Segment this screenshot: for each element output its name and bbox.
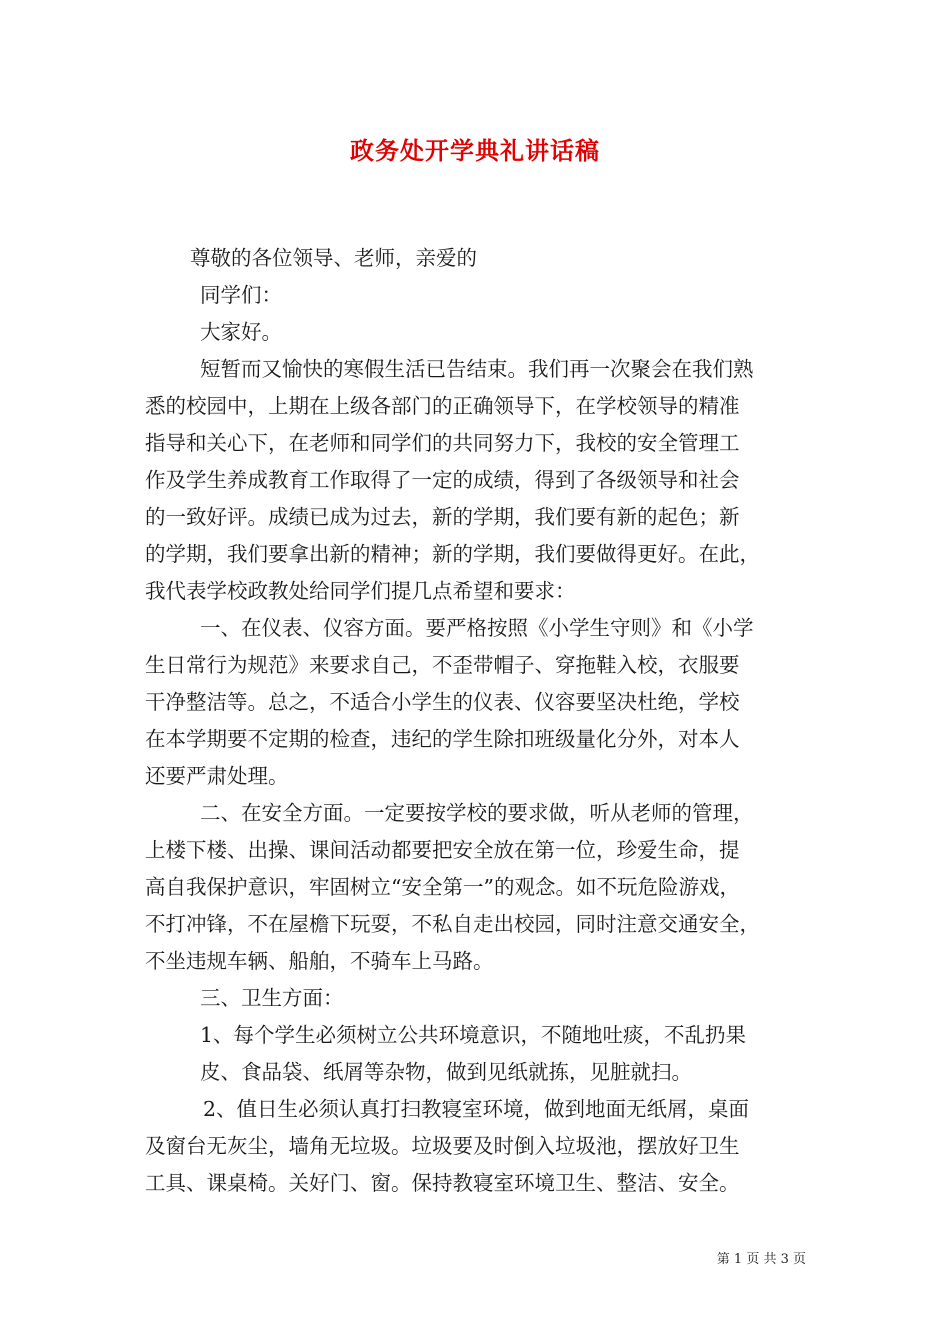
paragraph-line: 指导和关心下，在老师和同学们的共同努力下，我校的安全管理工 bbox=[145, 431, 740, 455]
section-heading: 三、卫生方面： bbox=[200, 986, 344, 1010]
document-title: 政务处开学典礼讲话稿 bbox=[350, 137, 600, 165]
paragraph-line: 工具、课桌椅。关好门、窗。保持教寝室环境卫生、整洁、安全。 bbox=[145, 1171, 740, 1195]
paragraph-line: 不坐违规车辆、船舶，不骑车上马路。 bbox=[145, 949, 494, 973]
greeting-line: 大家好。 bbox=[200, 320, 282, 344]
paragraph-line: 作及学生养成教育工作取得了一定的成绩，得到了各级领导和社会 bbox=[145, 468, 740, 492]
paragraph-line: 干净整洁等。总之，不适合小学生的仪表、仪容要坚决杜绝，学校 bbox=[145, 690, 740, 714]
paragraph-line: 的学期，我们要拿出新的精神；新的学期，我们要做得更好。在此， bbox=[145, 542, 760, 566]
paragraph-line: 的一致好评。成绩已成为过去，新的学期，我们要有新的起色；新 bbox=[145, 505, 740, 529]
paragraph-line: 皮、食品袋、纸屑等杂物，做到见纸就拣，见脏就扫。 bbox=[200, 1060, 692, 1084]
paragraph-line: 不打冲锋，不在屋檐下玩耍，不私自走出校园，同时注意交通安全， bbox=[145, 912, 760, 936]
paragraph-line: 上楼下楼、出操、课间活动都要把安全放在第一位，珍爱生命，提 bbox=[145, 838, 740, 862]
paragraph-line: 我代表学校政教处给同学们提几点希望和要求： bbox=[145, 579, 576, 603]
paragraph-line: 2、值日生必须认真打扫教寝室环境，做到地面无纸屑，桌面 bbox=[203, 1097, 750, 1121]
paragraph-line: 还要严肃处理。 bbox=[145, 764, 289, 788]
paragraph-line: 一、在仪表、仪容方面。要严格按照《小学生守则》和《小学 bbox=[200, 616, 754, 640]
document-body bbox=[145, 240, 815, 1202]
salutation-line: 尊敬的各位领导、老师，亲爱的 bbox=[190, 246, 477, 270]
salutation-line: 同学们： bbox=[200, 283, 282, 307]
paragraph-line: 悉的校园中，上期在上级各部门的正确领导下，在学校领导的精准 bbox=[145, 394, 740, 418]
page-number: 第 1 页 共 3 页 bbox=[716, 1252, 806, 1267]
paragraph-line: 生日常行为规范》来要求自己，不歪带帽子、穿拖鞋入校，衣服要 bbox=[145, 653, 740, 677]
paragraph-line: 及窗台无灰尘，墙角无垃圾。垃圾要及时倒入垃圾池，摆放好卫生 bbox=[145, 1134, 740, 1158]
paragraph-line: 二、在安全方面。一定要按学校的要求做，听从老师的管理， bbox=[200, 801, 754, 825]
paragraph-line: 短暂而又愉快的寒假生活已告结束。我们再一次聚会在我们熟 bbox=[200, 357, 754, 381]
paragraph-line: 高自我保护意识，牢固树立“安全第一”的观念。如不玩危险游戏， bbox=[145, 875, 740, 899]
paragraph-line: 1、每个学生必须树立公共环境意识，不随地吐痰，不乱扔果 bbox=[200, 1023, 747, 1047]
paragraph-line: 在本学期要不定期的检查，违纪的学生除扣班级量化分外，对本人 bbox=[145, 727, 740, 751]
